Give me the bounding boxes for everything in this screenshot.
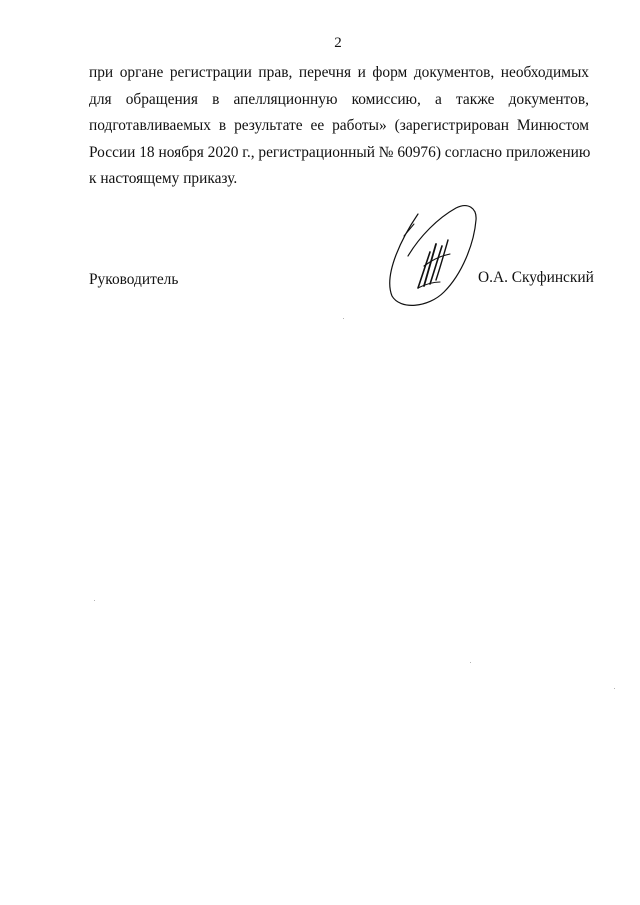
scan-speck	[343, 318, 344, 319]
scan-speck	[94, 600, 95, 601]
paragraph-line: России 18 ноября 2020 г., регистрационный № 60976) согласно приложению	[89, 143, 591, 161]
body-paragraph	[89, 60, 589, 193]
paragraph-line: подготавливаемых в результате ее работы» (зарегистрирован Минюстом	[89, 117, 589, 134]
scan-speck	[470, 662, 471, 663]
paragraph-line: для обращения в апелляционную комиссию, а также документов,	[89, 90, 589, 108]
handwritten-signature	[378, 196, 488, 314]
signer-name: О.А. Скуфинский	[478, 269, 594, 286]
signer-title: Руководитель	[89, 271, 179, 288]
paragraph-line: к настоящему приказу.	[89, 170, 238, 187]
page-number: 2	[334, 35, 342, 51]
paragraph-line: при органе регистрации прав, перечня и форм документов, необходимых	[89, 64, 589, 81]
scan-speck	[614, 688, 615, 689]
